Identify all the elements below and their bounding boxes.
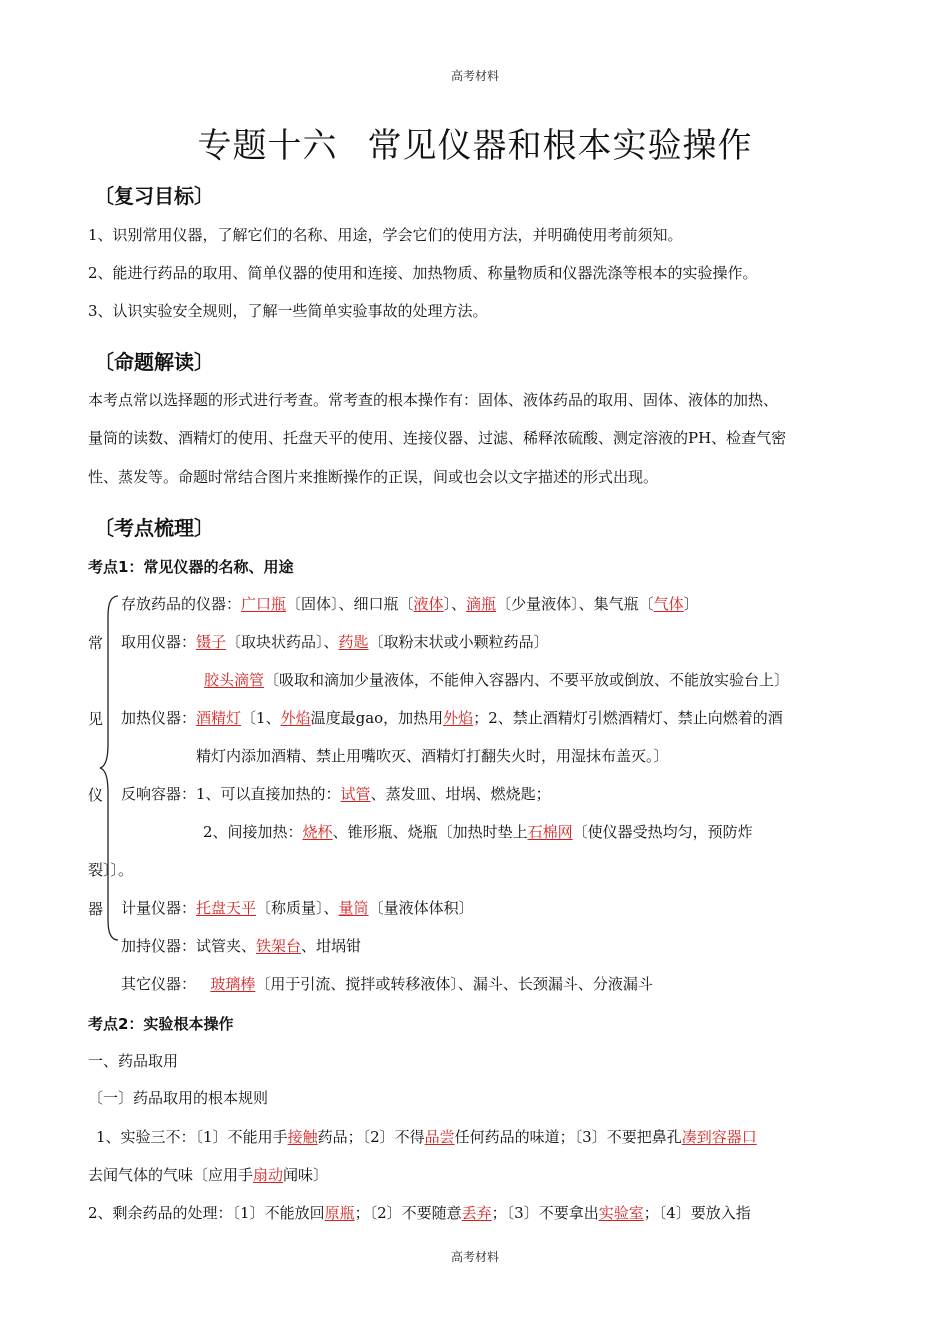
answer-blank: 玻璃棒 xyxy=(210,975,256,993)
vertical-char-1: 常 xyxy=(88,634,104,652)
page-title xyxy=(0,118,950,167)
instr-dropper: 胶头滴管〔吸取和滴加少量液体，不能伸入容器内、不要平放或倒放、不能放实验台上〕 xyxy=(204,671,790,689)
section-keypoints: 〔考点梳理〕 xyxy=(94,516,214,540)
answer-blank: 烧杯 xyxy=(302,823,333,841)
keypoint-1-heading: 考点1：常见仪器的名称、用途 xyxy=(88,558,294,576)
answer-blank: 镊子 xyxy=(196,633,227,651)
answer-blank: 凑到容器口 xyxy=(681,1128,757,1146)
title-part1: 专题十六 xyxy=(197,126,338,166)
answer-blank: 原瓶 xyxy=(324,1204,355,1222)
section-interpretation: 〔命题解读〕 xyxy=(94,350,214,374)
instr-hold: 加持仪器：试管夹、铁架台、坩埚钳 xyxy=(121,937,362,955)
page-header: 高考材料 xyxy=(450,69,499,83)
answer-blank: 外焰 xyxy=(280,709,311,727)
interp-line-1: 本考点常以选择题的形式进行考查。常考查的根本操作有：固体、液体药品的取用、固体、液体的加热、 xyxy=(88,391,779,409)
answer-blank: 扇动 xyxy=(253,1166,284,1184)
ops-rule-2: 2、剩余药品的处理：〔1〕不能放回原瓶；〔2〕不要随意丢弃；〔3〕不要拿出实验室；〔4〕要放入指 xyxy=(88,1204,751,1222)
instr-other: 其它仪器： 玻璃棒〔用于引流、搅拌或转移液体〕、漏斗、长颈漏斗、分液漏斗 xyxy=(121,975,653,993)
interp-line-2: 量筒的读数、酒精灯的使用、托盘天平的使用、连接仪器、过滤、稀释浓硫酸、测定溶液的PH、检查气密 xyxy=(88,429,787,447)
instr-heat-cont: 精灯内添加酒精、禁止用嘴吹灭、酒精灯打翻失火时，用湿抹布盖灭。〕 xyxy=(196,747,669,765)
answer-blank: 胶头滴管 xyxy=(204,671,265,689)
curly-brace xyxy=(98,594,120,942)
answer-blank: 液体 xyxy=(413,595,444,613)
answer-blank: 丢弃 xyxy=(461,1204,492,1222)
answer-blank: 外焰 xyxy=(443,709,474,727)
interp-line-3: 性、蒸发等。命题时常结合图片来推断操作的正误，间或也会以文字描述的形式出现。 xyxy=(88,468,659,486)
instr-react-2: 2、间接加热：烧杯、锥形瓶、烧瓶〔加热时垫上石棉网〔使仪器受热均匀，预防炸 xyxy=(203,823,753,841)
answer-blank: 药匙 xyxy=(338,633,369,651)
ops-rule-1: 1、实验三不：〔1〕不能用手接触药品；〔2〕不得品尝任何药品的味道；〔3〕不要把鼻孔凑到容器口 xyxy=(96,1128,757,1146)
instr-react: 反响容器：1、可以直接加热的：试管、蒸发皿、坩埚、燃烧匙； xyxy=(121,785,551,803)
ops-heading-1: 一、药品取用 xyxy=(88,1052,179,1070)
answer-blank: 量筒 xyxy=(338,899,369,917)
answer-blank: 品尝 xyxy=(424,1128,455,1146)
answer-blank: 铁架台 xyxy=(256,937,302,955)
answer-blank: 气体 xyxy=(653,595,684,613)
instr-store: 存放药品的仪器：广口瓶〔固体〕、细口瓶〔液体〕、滴瓶〔少量液体〕、集气瓶〔气体〕 xyxy=(121,595,699,613)
answer-blank: 实验室 xyxy=(598,1204,644,1222)
title-part2: 常见仪器和根本实验操作 xyxy=(367,126,753,166)
keypoint-2-heading: 考点2：实验根本操作 xyxy=(88,1015,234,1033)
answer-blank: 托盘天平 xyxy=(196,899,257,917)
ops-rule-1-cont: 去闻气体的气味〔应用手扇动闻味〕 xyxy=(88,1166,329,1184)
vertical-char-2: 见 xyxy=(88,710,104,728)
ops-heading-2: 〔一〕药品取用的根本规则 xyxy=(88,1089,269,1107)
vertical-char-4: 器 xyxy=(88,900,104,918)
vertical-char-3: 仪 xyxy=(88,786,104,804)
answer-blank: 广口瓶 xyxy=(241,595,287,613)
answer-blank: 酒精灯 xyxy=(196,709,242,727)
goal-1: 1、识别常用仪器，了解它们的名称、用途，学会它们的使用方法，并明确使用考前须知。 xyxy=(88,226,683,244)
instr-heat: 加热仪器：酒精灯〔1、外焰温度最gao，加热用外焰；2、禁止酒精灯引燃酒精灯、禁止向燃着的酒 xyxy=(121,709,783,727)
goal-2: 2、能进行药品的取用、简单仪器的使用和连接、加热物质、称量物质和仪器洗涤等根本的实验操作。 xyxy=(88,264,758,282)
instr-react-3: 裂〕〕。 xyxy=(88,861,134,879)
answer-blank: 接触 xyxy=(287,1128,318,1146)
instr-take: 取用仪器：镊子〔取块状药品〕、药匙〔取粉末状或小颗粒药品〕 xyxy=(121,633,549,651)
page-footer: 高考材料 xyxy=(450,1250,499,1264)
answer-blank: 滴瓶 xyxy=(466,595,497,613)
answer-blank: 试管 xyxy=(340,785,371,803)
goal-3: 3、认识实验安全规则，了解一些简单实验事故的处理方法。 xyxy=(88,302,488,320)
instr-measure: 计量仪器：托盘天平〔称质量〕、量筒〔量液体体积〕 xyxy=(121,899,474,917)
answer-blank: 石棉网 xyxy=(527,823,573,841)
section-review-goals: 〔复习目标〕 xyxy=(94,184,214,208)
